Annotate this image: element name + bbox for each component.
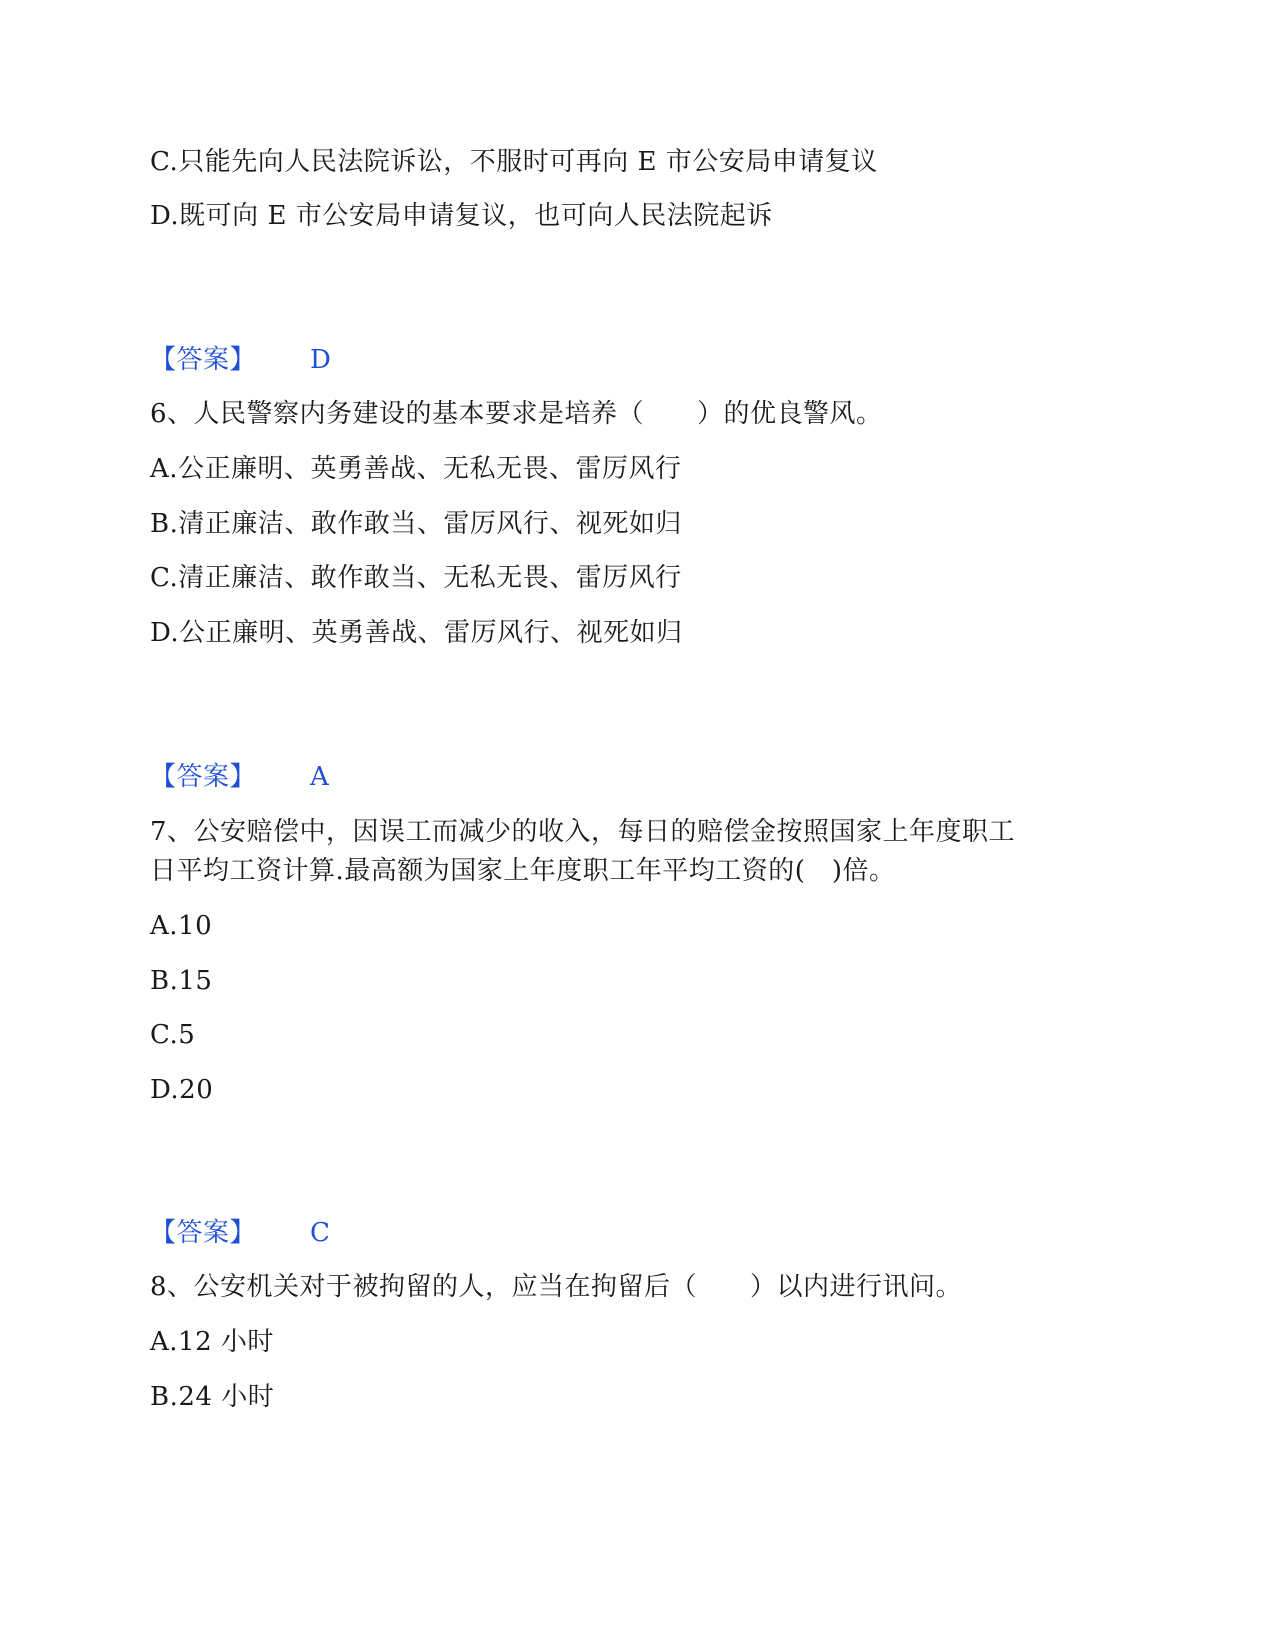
q5-option-c: C.只能先向人民法院诉讼，不服时可再向 E 市公安局申请复议 <box>150 147 878 177</box>
q7-option-c: C.5 <box>150 1020 196 1050</box>
q7-question-line2: 日平均工资计算.最高额为国家上年度职工年平均工资的( )倍。 <box>150 856 896 886</box>
q8-question: 8、公安机关对于被拘留的人，应当在拘留后（ ）以内进行讯问。 <box>150 1272 963 1302</box>
q7-option-d: D.20 <box>150 1075 214 1105</box>
q6-option-d: D.公正廉明、英勇善战、雷厉风行、视死如归 <box>150 618 683 648</box>
q6-question: 6、人民警察内务建设的基本要求是培养（ ）的优良警风。 <box>150 399 883 429</box>
q7-answer <box>150 1216 330 1250</box>
answer-value: C <box>310 1218 331 1248</box>
answer-label: 【答案】 <box>150 1218 257 1248</box>
q8-option-a: A.12 小时 <box>150 1327 274 1357</box>
q7-option-a: A.10 <box>150 911 213 941</box>
q6-option-b: B.清正廉洁、敢作敢当、雷厉风行、视死如归 <box>150 509 682 539</box>
q6-answer <box>150 760 329 794</box>
q5-option-d: D.既可向 E 市公安局申请复议，也可向人民法院起诉 <box>150 201 773 231</box>
q6-option-a: A.公正廉明、英勇善战、无私无畏、雷厉风行 <box>150 454 682 484</box>
q5-answer <box>150 343 331 377</box>
q6-option-c: C.清正廉洁、敢作敢当、无私无畏、雷厉风行 <box>150 563 682 593</box>
q7-question-line1: 7、公安赔偿中，因误工而减少的收入，每日的赔偿金按照国家上年度职工 <box>150 817 1016 847</box>
answer-label: 【答案】 <box>150 762 257 792</box>
answer-value: A <box>310 762 330 792</box>
answer-label: 【答案】 <box>150 345 257 375</box>
q8-option-b: B.24 小时 <box>150 1382 275 1412</box>
q7-option-b: B.15 <box>150 966 213 996</box>
answer-value: D <box>310 345 332 375</box>
